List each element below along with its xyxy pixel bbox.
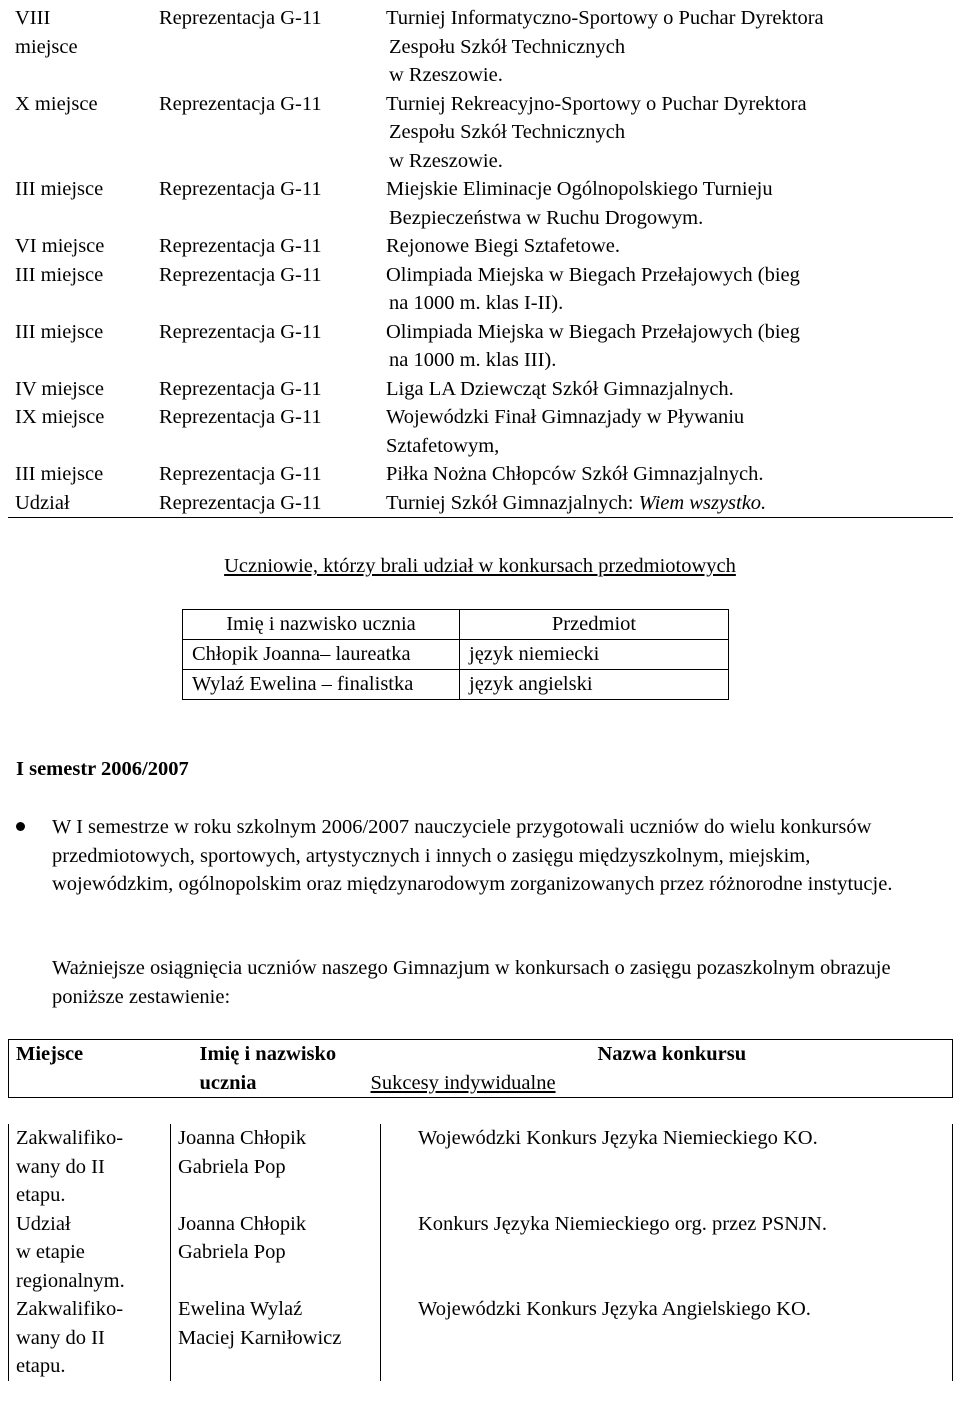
place-cell: IV miejsce xyxy=(15,377,104,400)
contest-cell: Konkurs Języka Niemieckiego org. przez PSNJN. xyxy=(381,1210,953,1296)
student-name: Maciej Karniłowicz xyxy=(178,1326,342,1349)
subject-section-title: Uczniowie, którzy brali udział w konkursach przedmiotowych xyxy=(224,555,736,577)
place-cell: III miejsce xyxy=(15,263,104,286)
table-row xyxy=(8,460,953,489)
place-cell: III miejsce xyxy=(15,178,104,200)
table-row xyxy=(9,1210,953,1296)
student-name: Ewelina Wylaź xyxy=(178,1298,303,1320)
event-line: w Rzeszowie. xyxy=(389,64,503,86)
event-cell xyxy=(381,232,953,261)
student-name: Joanna Chłopik xyxy=(178,1212,307,1235)
table-row xyxy=(8,4,953,90)
team-cell: Reprezentacja G-11 xyxy=(159,377,322,400)
column-header-name-label: Imię i nazwisko ucznia xyxy=(199,1043,337,1094)
table-caption: Sukcesy indywidualne xyxy=(370,1072,556,1094)
team-cell: Reprezentacja G-11 xyxy=(159,235,322,257)
place-cell: III miejsce xyxy=(15,320,104,343)
event-line: Turniej Rekreacyjno-Sportowy o Puchar Dyrektora xyxy=(386,92,807,115)
event-line: Zespołu Szkół Technicznych xyxy=(389,35,626,58)
event-italic-text: Wiem wszystko. xyxy=(638,491,767,514)
spacer-row xyxy=(9,1098,953,1124)
event-cell xyxy=(381,489,953,518)
event-line: Piłka Nożna Chłopców Szkół Gimnazjalnych. xyxy=(386,463,764,485)
student-cell: Chłopik Joanna– laureatka xyxy=(183,640,460,670)
intro-paragraph: Ważniejsze osiągnięcia uczniów naszego Gimnazjum w konkursach o zasięgu pozaszkolnym obrazuje poniższe zestawienie: xyxy=(52,957,891,1008)
column-header-student: Imię i nazwisko ucznia xyxy=(183,610,460,640)
results-table xyxy=(8,4,953,518)
event-line: na 1000 m. klas III). xyxy=(389,349,557,371)
place-cell: Udział xyxy=(15,491,70,514)
table-row xyxy=(9,1295,953,1381)
bullet-paragraph: W I semestrze w roku szkolnym 2006/2007 nauczyciele przygotowali uczniów do wielu konkursów przedmiotowych, sportowych, artystycznych i innych o zasięgu międzyszkolnym, miejskim, wojewódzkim, ogólnopolskim oraz międzynarodowym zorganizowanych przez różnorodne instytucje. xyxy=(52,816,893,895)
table-row xyxy=(183,640,729,670)
table-row xyxy=(9,1124,953,1210)
contest-cell: Wojewódzki Konkurs Języka Niemieckiego KO. xyxy=(381,1124,953,1210)
successes-table xyxy=(8,1039,953,1381)
place-cell: VI miejsce xyxy=(15,235,105,257)
team-cell: Reprezentacja G-11 xyxy=(159,7,322,29)
event-line: Olimpiada Miejska w Biegach Przełajowych (bieg xyxy=(386,320,800,343)
event-cell xyxy=(381,318,953,375)
student-name: Gabriela Pop xyxy=(178,1241,286,1263)
place-cell: VIII miejsce xyxy=(15,7,78,58)
team-cell: Reprezentacja G-11 xyxy=(159,463,322,485)
column-header-contest-label: Nazwa konkursu xyxy=(597,1043,747,1065)
table-header-row xyxy=(183,610,729,640)
event-line: Turniej Informatyczno-Sportowy o Puchar Dyrektora xyxy=(386,7,824,29)
event-line: Wojewódzki Finał Gimnazjady w Pływaniu xyxy=(386,406,745,428)
event-cell xyxy=(381,403,953,460)
table-row xyxy=(8,489,953,518)
column-header-place-label: Miejsce xyxy=(16,1043,84,1065)
event-line: Olimpiada Miejska w Biegach Przełajowych (bieg xyxy=(386,263,800,286)
event-line: na 1000 m. klas I-II). xyxy=(389,292,564,314)
event-cell xyxy=(381,175,953,232)
names-cell xyxy=(171,1210,381,1296)
team-cell: Reprezentacja G-11 xyxy=(159,92,322,115)
team-cell: Reprezentacja G-11 xyxy=(159,491,322,514)
event-cell xyxy=(381,261,953,318)
subject-cell: język niemiecki xyxy=(460,640,729,670)
event-line: Miejskie Eliminacje Ogólnopolskiego Turnieju xyxy=(386,178,773,200)
table-row xyxy=(8,375,953,404)
names-cell xyxy=(171,1295,381,1381)
event-cell xyxy=(381,460,953,489)
subject-cell: język angielski xyxy=(460,670,729,700)
event-cell xyxy=(381,90,953,176)
table-row xyxy=(8,261,953,318)
table-row xyxy=(8,175,953,232)
column-header-subject: Przedmiot xyxy=(460,610,729,640)
event-cell xyxy=(381,4,953,90)
student-cell: Wylaź Ewelina – finalistka xyxy=(183,670,460,700)
table-row xyxy=(8,90,953,176)
place-cell: III miejsce xyxy=(15,463,104,485)
place-cell: Zakwalifiko- wany do II etapu. xyxy=(9,1295,171,1381)
event-line: Bezpieczeństwa w Ruchu Drogowym. xyxy=(389,206,704,229)
team-cell: Reprezentacja G-11 xyxy=(159,320,322,343)
event-line: Zespołu Szkół Technicznych xyxy=(389,121,626,143)
student-name: Joanna Chłopik xyxy=(178,1127,307,1149)
event-line: w Rzeszowie. xyxy=(389,149,503,172)
event-line: Sztafetowym, xyxy=(386,434,500,457)
semester-heading: I semestr 2006/2007 xyxy=(16,758,189,780)
place-cell: Udział w etapie regionalnym. xyxy=(9,1210,171,1296)
place-cell: Zakwalifiko- wany do II etapu. xyxy=(9,1124,171,1210)
event-text: Turniej Szkół Gimnazjalnych: xyxy=(386,491,639,514)
table-row xyxy=(183,670,729,700)
event-line xyxy=(386,489,953,518)
table-row xyxy=(8,403,953,460)
contest-cell: Wojewódzki Konkurs Języka Angielskiego KO. xyxy=(381,1295,953,1381)
event-line: Rejonowe Biegi Sztafetowe. xyxy=(386,235,620,257)
table-row xyxy=(8,232,953,261)
event-cell xyxy=(381,375,953,404)
student-name: Gabriela Pop xyxy=(178,1155,286,1178)
place-cell: IX miejsce xyxy=(15,406,105,428)
bullet-dot-icon xyxy=(16,822,25,831)
caption-wrap xyxy=(9,1069,953,1098)
team-cell: Reprezentacja G-11 xyxy=(159,263,322,286)
subject-table xyxy=(182,609,729,700)
team-cell: Reprezentacja G-11 xyxy=(159,178,322,200)
team-cell: Reprezentacja G-11 xyxy=(159,406,322,428)
names-cell xyxy=(171,1124,381,1210)
place-cell: X miejsce xyxy=(15,92,98,115)
event-line: Liga LA Dziewcząt Szkół Gimnazjalnych. xyxy=(386,377,734,400)
table-row xyxy=(8,318,953,375)
spacer-cell xyxy=(9,1098,953,1124)
